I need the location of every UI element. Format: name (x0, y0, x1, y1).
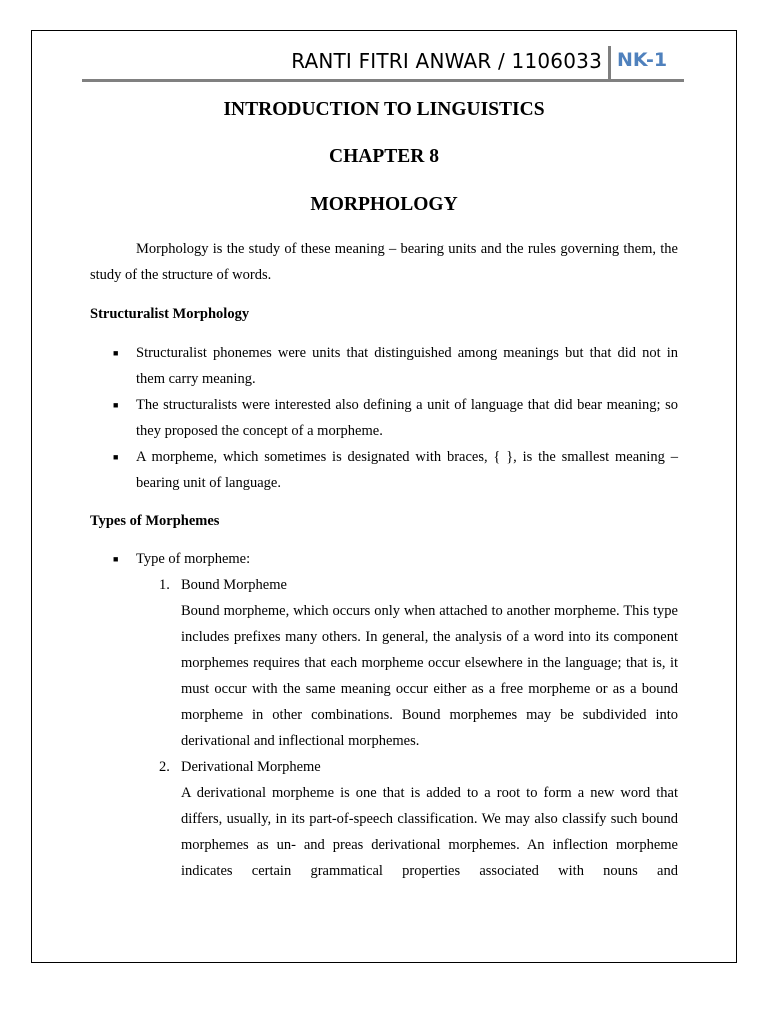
header-separator (608, 46, 611, 79)
structuralist-bullet-2: The structuralists were interested also defining a unit of language that did bear meaning; so they proposed the concept of a morpheme. (136, 397, 678, 439)
topic-title: MORPHOLOGY (310, 194, 458, 215)
structuralist-bullet-1: Structuralist phonemes were units that distinguished among meanings but that did not in them carry meaning. (136, 345, 678, 387)
types-intro-bullet: Type of morpheme: (136, 551, 251, 567)
structuralist-bullet-3: A morpheme, which sometimes is designated with braces, { }, is the smallest meaning – bearing unit of language. (136, 449, 678, 491)
item-title-derivational: Derivational Morpheme (181, 759, 321, 775)
item-number: 1. (159, 577, 170, 593)
bullet-marker: ■ (113, 348, 119, 358)
bullet-marker: ■ (113, 452, 119, 462)
types-heading: Types of Morphemes (90, 513, 220, 529)
header-author: RANTI FITRI ANWAR / 1106033 (291, 49, 602, 73)
item-body-derivational: A derivational morpheme is one that is added to a root to form a new word that differs, usually, in its part-of-speech classification. We may also classify such bound morphemes as un- and preas derivational morphemes. An inflection morpheme indicates certain grammatical properties associated with nouns and (181, 785, 678, 879)
item-number: 2. (159, 759, 170, 775)
chapter-title: CHAPTER 8 (329, 146, 439, 167)
header-code: NK-1 (617, 49, 668, 71)
item-title-bound: Bound Morpheme (181, 577, 287, 593)
item-body-bound: Bound morpheme, which occurs only when attached to another morpheme. This type includes prefixes many others. In general, the analysis of a word into its component morphemes requires that each morpheme occur elsewhere in the language; that is, it must occur with the same meaning occur either as a free morpheme or as a bound morpheme in other combinations. Bound morphemes may be subdivided into derivational and inflectional morphemes. (181, 603, 678, 749)
header-rule (82, 79, 684, 82)
page-header (82, 46, 684, 82)
intro-paragraph: Morphology is the study of these meaning – bearing units and the rules governing them, the study of the structure of words. (90, 241, 678, 283)
course-title: INTRODUCTION TO LINGUISTICS (223, 99, 545, 120)
structuralist-heading: Structuralist Morphology (90, 306, 250, 322)
bullet-marker: ■ (113, 554, 119, 564)
bullet-marker: ■ (113, 400, 119, 410)
